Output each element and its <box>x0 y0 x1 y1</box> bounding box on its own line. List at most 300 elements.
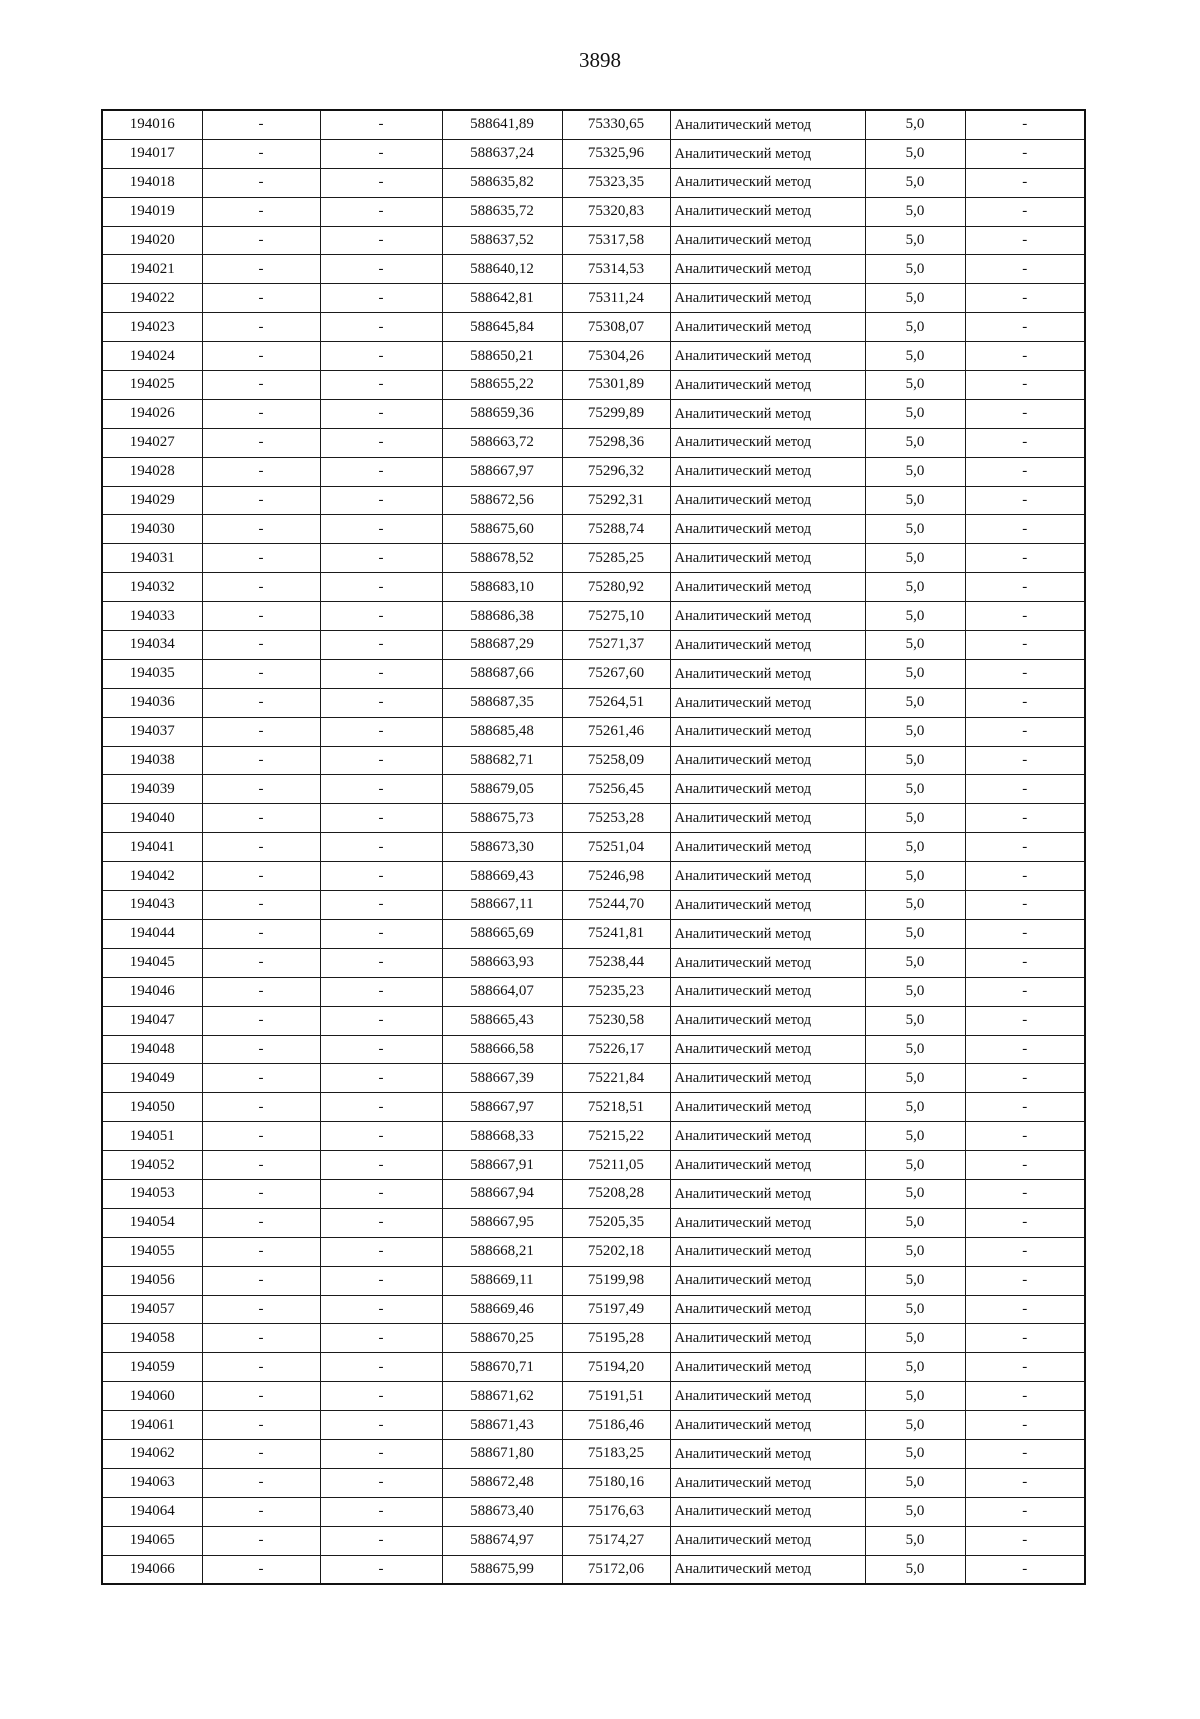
blank-cell-1: - <box>202 1555 320 1584</box>
blank-cell-3: - <box>965 110 1085 139</box>
method-cell: Аналитический метод <box>670 631 865 660</box>
table-row <box>102 255 1085 284</box>
table-row <box>102 1122 1085 1151</box>
blank-cell-2: - <box>320 1468 442 1497</box>
blank-cell-3: - <box>965 688 1085 717</box>
point-id-cell: 194019 <box>102 197 202 226</box>
blank-cell-1: - <box>202 313 320 342</box>
accuracy-cell: 5,0 <box>865 544 965 573</box>
blank-cell-2: - <box>320 862 442 891</box>
accuracy-cell: 5,0 <box>865 602 965 631</box>
point-id-cell: 194037 <box>102 717 202 746</box>
blank-cell-1: - <box>202 1324 320 1353</box>
blank-cell-1: - <box>202 255 320 284</box>
accuracy-cell: 5,0 <box>865 631 965 660</box>
y-coordinate-cell: 75301,89 <box>562 371 670 400</box>
blank-cell-3: - <box>965 399 1085 428</box>
x-coordinate-cell: 588667,91 <box>442 1151 562 1180</box>
y-coordinate-cell: 75298,36 <box>562 428 670 457</box>
method-cell: Аналитический метод <box>670 1324 865 1353</box>
blank-cell-1: - <box>202 1295 320 1324</box>
x-coordinate-cell: 588635,72 <box>442 197 562 226</box>
table-row <box>102 919 1085 948</box>
point-id-cell: 194036 <box>102 688 202 717</box>
y-coordinate-cell: 75241,81 <box>562 919 670 948</box>
method-cell: Аналитический метод <box>670 1179 865 1208</box>
blank-cell-3: - <box>965 891 1085 920</box>
blank-cell-3: - <box>965 1064 1085 1093</box>
x-coordinate-cell: 588664,07 <box>442 977 562 1006</box>
accuracy-cell: 5,0 <box>865 313 965 342</box>
x-coordinate-cell: 588678,52 <box>442 544 562 573</box>
blank-cell-2: - <box>320 746 442 775</box>
method-cell: Аналитический метод <box>670 1093 865 1122</box>
method-cell: Аналитический метод <box>670 775 865 804</box>
table-row <box>102 515 1085 544</box>
method-cell: Аналитический метод <box>670 313 865 342</box>
x-coordinate-cell: 588663,93 <box>442 948 562 977</box>
point-id-cell: 194020 <box>102 226 202 255</box>
method-cell: Аналитический метод <box>670 919 865 948</box>
blank-cell-3: - <box>965 1497 1085 1526</box>
method-cell: Аналитический метод <box>670 1122 865 1151</box>
blank-cell-2: - <box>320 284 442 313</box>
blank-cell-1: - <box>202 688 320 717</box>
blank-cell-3: - <box>965 659 1085 688</box>
table-row <box>102 631 1085 660</box>
x-coordinate-cell: 588669,46 <box>442 1295 562 1324</box>
blank-cell-3: - <box>965 1295 1085 1324</box>
y-coordinate-cell: 75292,31 <box>562 486 670 515</box>
blank-cell-2: - <box>320 1064 442 1093</box>
point-id-cell: 194030 <box>102 515 202 544</box>
blank-cell-1: - <box>202 544 320 573</box>
blank-cell-1: - <box>202 631 320 660</box>
table-row <box>102 833 1085 862</box>
method-cell: Аналитический метод <box>670 1555 865 1584</box>
table-row <box>102 1006 1085 1035</box>
blank-cell-1: - <box>202 977 320 1006</box>
blank-cell-1: - <box>202 1497 320 1526</box>
accuracy-cell: 5,0 <box>865 226 965 255</box>
y-coordinate-cell: 75256,45 <box>562 775 670 804</box>
point-id-cell: 194062 <box>102 1439 202 1468</box>
blank-cell-1: - <box>202 1208 320 1237</box>
x-coordinate-cell: 588668,21 <box>442 1237 562 1266</box>
table-row <box>102 1208 1085 1237</box>
blank-cell-1: - <box>202 197 320 226</box>
method-cell: Аналитический метод <box>670 977 865 1006</box>
method-cell: Аналитический метод <box>670 891 865 920</box>
method-cell: Аналитический метод <box>670 1353 865 1382</box>
point-id-cell: 194041 <box>102 833 202 862</box>
blank-cell-1: - <box>202 457 320 486</box>
blank-cell-2: - <box>320 833 442 862</box>
blank-cell-1: - <box>202 399 320 428</box>
x-coordinate-cell: 588670,71 <box>442 1353 562 1382</box>
y-coordinate-cell: 75288,74 <box>562 515 670 544</box>
table-row <box>102 168 1085 197</box>
y-coordinate-cell: 75320,83 <box>562 197 670 226</box>
table-row <box>102 399 1085 428</box>
y-coordinate-cell: 75314,53 <box>562 255 670 284</box>
y-coordinate-cell: 75261,46 <box>562 717 670 746</box>
x-coordinate-cell: 588667,97 <box>442 457 562 486</box>
point-id-cell: 194065 <box>102 1526 202 1555</box>
blank-cell-1: - <box>202 1382 320 1411</box>
blank-cell-2: - <box>320 1237 442 1266</box>
blank-cell-3: - <box>965 1237 1085 1266</box>
blank-cell-1: - <box>202 717 320 746</box>
x-coordinate-cell: 588683,10 <box>442 573 562 602</box>
x-coordinate-cell: 588671,80 <box>442 1439 562 1468</box>
x-coordinate-cell: 588673,40 <box>442 1497 562 1526</box>
table-body <box>102 110 1085 1584</box>
method-cell: Аналитический метод <box>670 717 865 746</box>
method-cell: Аналитический метод <box>670 544 865 573</box>
accuracy-cell: 5,0 <box>865 139 965 168</box>
accuracy-cell: 5,0 <box>865 573 965 602</box>
table-row <box>102 1266 1085 1295</box>
table-row <box>102 891 1085 920</box>
x-coordinate-cell: 588667,97 <box>442 1093 562 1122</box>
method-cell: Аналитический метод <box>670 1526 865 1555</box>
table-row <box>102 1035 1085 1064</box>
x-coordinate-cell: 588685,48 <box>442 717 562 746</box>
accuracy-cell: 5,0 <box>865 775 965 804</box>
blank-cell-1: - <box>202 862 320 891</box>
blank-cell-2: - <box>320 717 442 746</box>
y-coordinate-cell: 75197,49 <box>562 1295 670 1324</box>
table-row <box>102 1555 1085 1584</box>
y-coordinate-cell: 75258,09 <box>562 746 670 775</box>
blank-cell-2: - <box>320 371 442 400</box>
blank-cell-3: - <box>965 428 1085 457</box>
method-cell: Аналитический метод <box>670 399 865 428</box>
x-coordinate-cell: 588655,22 <box>442 371 562 400</box>
blank-cell-1: - <box>202 1468 320 1497</box>
accuracy-cell: 5,0 <box>865 515 965 544</box>
table-row <box>102 602 1085 631</box>
x-coordinate-cell: 588672,48 <box>442 1468 562 1497</box>
blank-cell-2: - <box>320 544 442 573</box>
table-row <box>102 1151 1085 1180</box>
y-coordinate-cell: 75199,98 <box>562 1266 670 1295</box>
x-coordinate-cell: 588666,58 <box>442 1035 562 1064</box>
accuracy-cell: 5,0 <box>865 1266 965 1295</box>
y-coordinate-cell: 75211,05 <box>562 1151 670 1180</box>
table-row <box>102 746 1085 775</box>
blank-cell-2: - <box>320 226 442 255</box>
blank-cell-1: - <box>202 515 320 544</box>
blank-cell-3: - <box>965 313 1085 342</box>
blank-cell-3: - <box>965 977 1085 1006</box>
blank-cell-2: - <box>320 948 442 977</box>
method-cell: Аналитический метод <box>670 1295 865 1324</box>
table-row <box>102 688 1085 717</box>
accuracy-cell: 5,0 <box>865 1151 965 1180</box>
x-coordinate-cell: 588668,33 <box>442 1122 562 1151</box>
accuracy-cell: 5,0 <box>865 1324 965 1353</box>
blank-cell-1: - <box>202 284 320 313</box>
blank-cell-1: - <box>202 371 320 400</box>
table-row <box>102 342 1085 371</box>
blank-cell-1: - <box>202 1093 320 1122</box>
blank-cell-3: - <box>965 804 1085 833</box>
blank-cell-2: - <box>320 110 442 139</box>
point-id-cell: 194046 <box>102 977 202 1006</box>
table-row <box>102 428 1085 457</box>
y-coordinate-cell: 75186,46 <box>562 1411 670 1440</box>
accuracy-cell: 5,0 <box>865 891 965 920</box>
blank-cell-1: - <box>202 804 320 833</box>
accuracy-cell: 5,0 <box>865 1035 965 1064</box>
accuracy-cell: 5,0 <box>865 1295 965 1324</box>
blank-cell-3: - <box>965 1093 1085 1122</box>
x-coordinate-cell: 588640,12 <box>442 255 562 284</box>
point-id-cell: 194029 <box>102 486 202 515</box>
blank-cell-2: - <box>320 977 442 1006</box>
y-coordinate-cell: 75180,16 <box>562 1468 670 1497</box>
method-cell: Аналитический метод <box>670 746 865 775</box>
x-coordinate-cell: 588679,05 <box>442 775 562 804</box>
x-coordinate-cell: 588671,62 <box>442 1382 562 1411</box>
y-coordinate-cell: 75264,51 <box>562 688 670 717</box>
blank-cell-1: - <box>202 1006 320 1035</box>
accuracy-cell: 5,0 <box>865 1237 965 1266</box>
x-coordinate-cell: 588687,29 <box>442 631 562 660</box>
accuracy-cell: 5,0 <box>865 862 965 891</box>
point-id-cell: 194024 <box>102 342 202 371</box>
x-coordinate-cell: 588674,97 <box>442 1526 562 1555</box>
x-coordinate-cell: 588667,39 <box>442 1064 562 1093</box>
blank-cell-2: - <box>320 1526 442 1555</box>
table-row <box>102 1526 1085 1555</box>
blank-cell-1: - <box>202 948 320 977</box>
blank-cell-1: - <box>202 1151 320 1180</box>
y-coordinate-cell: 75176,63 <box>562 1497 670 1526</box>
y-coordinate-cell: 75202,18 <box>562 1237 670 1266</box>
accuracy-cell: 5,0 <box>865 457 965 486</box>
method-cell: Аналитический метод <box>670 428 865 457</box>
accuracy-cell: 5,0 <box>865 486 965 515</box>
method-cell: Аналитический метод <box>670 1151 865 1180</box>
accuracy-cell: 5,0 <box>865 948 965 977</box>
blank-cell-2: - <box>320 1093 442 1122</box>
x-coordinate-cell: 588671,43 <box>442 1411 562 1440</box>
blank-cell-1: - <box>202 139 320 168</box>
accuracy-cell: 5,0 <box>865 659 965 688</box>
blank-cell-3: - <box>965 1468 1085 1497</box>
table-row <box>102 457 1085 486</box>
blank-cell-1: - <box>202 1122 320 1151</box>
blank-cell-1: - <box>202 1035 320 1064</box>
blank-cell-3: - <box>965 197 1085 226</box>
accuracy-cell: 5,0 <box>865 399 965 428</box>
blank-cell-3: - <box>965 948 1085 977</box>
blank-cell-3: - <box>965 1324 1085 1353</box>
blank-cell-3: - <box>965 168 1085 197</box>
method-cell: Аналитический метод <box>670 862 865 891</box>
accuracy-cell: 5,0 <box>865 342 965 371</box>
y-coordinate-cell: 75280,92 <box>562 573 670 602</box>
method-cell: Аналитический метод <box>670 948 865 977</box>
accuracy-cell: 5,0 <box>865 1064 965 1093</box>
blank-cell-2: - <box>320 1151 442 1180</box>
blank-cell-3: - <box>965 457 1085 486</box>
blank-cell-1: - <box>202 486 320 515</box>
blank-cell-2: - <box>320 1006 442 1035</box>
point-id-cell: 194059 <box>102 1353 202 1382</box>
table-row <box>102 1411 1085 1440</box>
blank-cell-1: - <box>202 110 320 139</box>
blank-cell-2: - <box>320 1411 442 1440</box>
accuracy-cell: 5,0 <box>865 1353 965 1382</box>
blank-cell-2: - <box>320 688 442 717</box>
table-row <box>102 1237 1085 1266</box>
accuracy-cell: 5,0 <box>865 284 965 313</box>
blank-cell-1: - <box>202 746 320 775</box>
blank-cell-3: - <box>965 1122 1085 1151</box>
accuracy-cell: 5,0 <box>865 746 965 775</box>
method-cell: Аналитический метод <box>670 1064 865 1093</box>
accuracy-cell: 5,0 <box>865 833 965 862</box>
blank-cell-3: - <box>965 139 1085 168</box>
blank-cell-2: - <box>320 428 442 457</box>
method-cell: Аналитический метод <box>670 255 865 284</box>
blank-cell-3: - <box>965 255 1085 284</box>
x-coordinate-cell: 588675,60 <box>442 515 562 544</box>
point-id-cell: 194038 <box>102 746 202 775</box>
blank-cell-3: - <box>965 515 1085 544</box>
blank-cell-2: - <box>320 919 442 948</box>
table-row <box>102 573 1085 602</box>
blank-cell-1: - <box>202 602 320 631</box>
point-id-cell: 194026 <box>102 399 202 428</box>
point-id-cell: 194022 <box>102 284 202 313</box>
blank-cell-3: - <box>965 1526 1085 1555</box>
method-cell: Аналитический метод <box>670 1497 865 1526</box>
x-coordinate-cell: 588687,66 <box>442 659 562 688</box>
blank-cell-3: - <box>965 602 1085 631</box>
point-id-cell: 194032 <box>102 573 202 602</box>
table-row <box>102 1295 1085 1324</box>
blank-cell-1: - <box>202 1439 320 1468</box>
x-coordinate-cell: 588667,95 <box>442 1208 562 1237</box>
blank-cell-2: - <box>320 1122 442 1151</box>
accuracy-cell: 5,0 <box>865 1468 965 1497</box>
blank-cell-2: - <box>320 573 442 602</box>
blank-cell-2: - <box>320 1208 442 1237</box>
y-coordinate-cell: 75205,35 <box>562 1208 670 1237</box>
accuracy-cell: 5,0 <box>865 197 965 226</box>
x-coordinate-cell: 588665,69 <box>442 919 562 948</box>
y-coordinate-cell: 75218,51 <box>562 1093 670 1122</box>
point-id-cell: 194063 <box>102 1468 202 1497</box>
table-row <box>102 110 1085 139</box>
table-row <box>102 804 1085 833</box>
point-id-cell: 194056 <box>102 1266 202 1295</box>
table-row <box>102 284 1085 313</box>
point-id-cell: 194021 <box>102 255 202 284</box>
y-coordinate-cell: 75191,51 <box>562 1382 670 1411</box>
blank-cell-2: - <box>320 804 442 833</box>
x-coordinate-cell: 588669,43 <box>442 862 562 891</box>
blank-cell-3: - <box>965 544 1085 573</box>
point-id-cell: 194053 <box>102 1179 202 1208</box>
table-row <box>102 659 1085 688</box>
blank-cell-3: - <box>965 486 1085 515</box>
x-coordinate-cell: 588686,38 <box>442 602 562 631</box>
blank-cell-3: - <box>965 1179 1085 1208</box>
table-row <box>102 1064 1085 1093</box>
table-row <box>102 1382 1085 1411</box>
blank-cell-1: - <box>202 168 320 197</box>
blank-cell-1: - <box>202 1526 320 1555</box>
x-coordinate-cell: 588645,84 <box>442 313 562 342</box>
y-coordinate-cell: 75325,96 <box>562 139 670 168</box>
point-id-cell: 194044 <box>102 919 202 948</box>
point-id-cell: 194016 <box>102 110 202 139</box>
blank-cell-2: - <box>320 399 442 428</box>
blank-cell-3: - <box>965 1006 1085 1035</box>
blank-cell-3: - <box>965 775 1085 804</box>
x-coordinate-cell: 588667,11 <box>442 891 562 920</box>
point-id-cell: 194034 <box>102 631 202 660</box>
accuracy-cell: 5,0 <box>865 371 965 400</box>
blank-cell-2: - <box>320 486 442 515</box>
y-coordinate-cell: 75330,65 <box>562 110 670 139</box>
accuracy-cell: 5,0 <box>865 688 965 717</box>
y-coordinate-cell: 75308,07 <box>562 313 670 342</box>
accuracy-cell: 5,0 <box>865 804 965 833</box>
y-coordinate-cell: 75311,24 <box>562 284 670 313</box>
y-coordinate-cell: 75246,98 <box>562 862 670 891</box>
point-id-cell: 194066 <box>102 1555 202 1584</box>
table-row <box>102 862 1085 891</box>
blank-cell-2: - <box>320 602 442 631</box>
blank-cell-3: - <box>965 919 1085 948</box>
blank-cell-2: - <box>320 1324 442 1353</box>
blank-cell-3: - <box>965 746 1085 775</box>
x-coordinate-cell: 588659,36 <box>442 399 562 428</box>
blank-cell-3: - <box>965 573 1085 602</box>
x-coordinate-cell: 588650,21 <box>442 342 562 371</box>
method-cell: Аналитический метод <box>670 371 865 400</box>
method-cell: Аналитический метод <box>670 1006 865 1035</box>
blank-cell-1: - <box>202 428 320 457</box>
table-row <box>102 977 1085 1006</box>
accuracy-cell: 5,0 <box>865 168 965 197</box>
blank-cell-3: - <box>965 717 1085 746</box>
blank-cell-2: - <box>320 313 442 342</box>
method-cell: Аналитический метод <box>670 1035 865 1064</box>
y-coordinate-cell: 75304,26 <box>562 342 670 371</box>
blank-cell-2: - <box>320 1382 442 1411</box>
point-id-cell: 194049 <box>102 1064 202 1093</box>
blank-cell-2: - <box>320 659 442 688</box>
point-id-cell: 194025 <box>102 371 202 400</box>
table-row <box>102 1093 1085 1122</box>
y-coordinate-cell: 75296,32 <box>562 457 670 486</box>
blank-cell-3: - <box>965 1439 1085 1468</box>
x-coordinate-cell: 588637,52 <box>442 226 562 255</box>
x-coordinate-cell: 588642,81 <box>442 284 562 313</box>
point-id-cell: 194040 <box>102 804 202 833</box>
y-coordinate-cell: 75172,06 <box>562 1555 670 1584</box>
blank-cell-2: - <box>320 139 442 168</box>
point-id-cell: 194023 <box>102 313 202 342</box>
